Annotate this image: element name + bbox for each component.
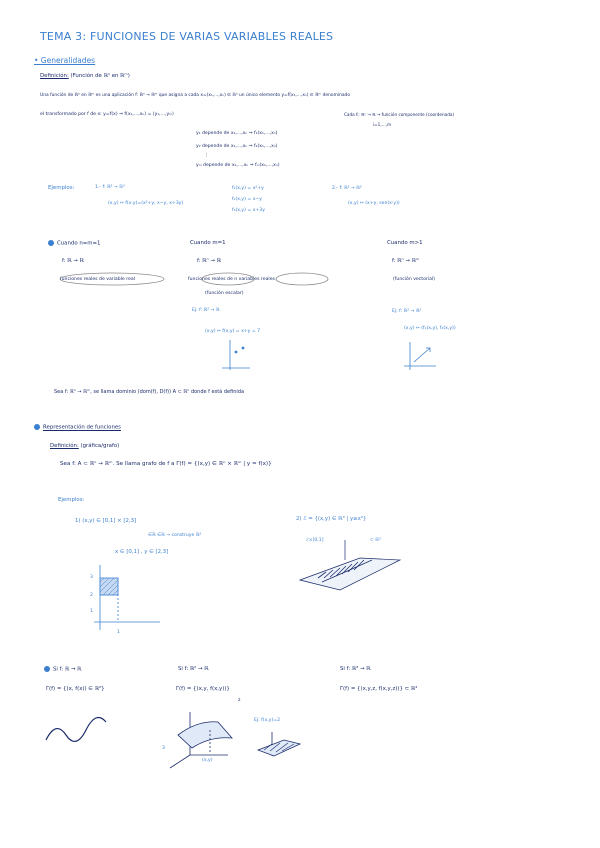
example-2-def: (x,y) ↦ (x+y, sen(x·y)) — [348, 201, 400, 206]
example-rect-note: ∈ℝ ∈ℝ → construye ℝ² — [148, 533, 202, 538]
rep-2-z: z — [238, 698, 241, 703]
case-3-map: f: ℝⁿ → ℝᵐ — [392, 258, 420, 264]
definition-subtitle: (Función de ℝⁿ en ℝᵐ) — [70, 73, 130, 79]
case-1-desc: funciones reales de variable real — [60, 277, 135, 282]
examples-2-label: Ejemplos: — [58, 497, 85, 503]
case-3-example: Ej: f: ℝ² → ℝ² — [392, 309, 422, 314]
example-region-subset: ⊂ ℝ³ — [370, 538, 381, 543]
example-region-set: 2) ℰ = {(x,y) ∈ ℝ³ | y≥x²} — [296, 516, 367, 522]
example-1-map: 1.- f: ℝ² → ℝ³ — [95, 185, 125, 190]
highlight-ellipse-2 — [202, 273, 254, 285]
case-3-title: Cuando m>1 — [387, 240, 423, 246]
case-2-axes — [222, 340, 250, 370]
rep-1-map-text: Si f: ℝ → ℝ — [53, 666, 82, 673]
definition-line-2: el transformado por f de x: y=f(x) ⇒ f(x₁,...,xₙ) = (y₁,...,yₘ) — [40, 112, 174, 117]
definition-line-1: Una función de ℝⁿ en ℝᵐ es una aplicación f: ℝⁿ → ℝᵐ que asigna a cada x=(x₁,...,xₙ) ∈ ℝⁿ un único elemento y=f(x₁,...,xₙ) ∈ ℝᵐ denominado — [40, 93, 351, 98]
graph-surface-2d — [170, 712, 232, 768]
component-index: i=1,...,m — [373, 122, 392, 127]
graph-curve-1d — [46, 718, 106, 742]
case-1-title-text: Cuando n=m=1 — [57, 240, 101, 247]
case-3-axes — [404, 342, 436, 370]
rep-1-graph: Γ(f) = {(x, f(x)) ∈ ℝ²} — [46, 686, 105, 692]
case-2-desc: funciones reales de n variables reales — [188, 277, 275, 282]
rep-2-graph: Γ(f) = {(x,y, f(x,y))} — [176, 686, 230, 692]
section-heading-representacion-text: Representación de funciones — [43, 424, 121, 431]
example-2-map: 2.- f: ℝ³ → ℝ² — [332, 186, 362, 191]
dependency-3: yₘ depende de x₁,...,xₙ ⇒ fₘ(x₁,...,xₙ) — [196, 163, 280, 168]
example-1-comp-3: f₃(x,y) = x+3y — [232, 208, 265, 213]
axis-label-3: 3 — [90, 575, 93, 580]
case-3-example-def: (x,y) ↦ (f₁(x,y), f₂(x,y)) — [404, 326, 456, 331]
definition-2-label: Definición: — [50, 443, 79, 449]
rep-label-3: 3 — [162, 746, 165, 751]
definition-2-subtitle: (gráfica/grafo) — [80, 443, 120, 449]
axis-label-x1: 1 — [117, 630, 120, 635]
rep-label-xy: (x,y) — [202, 758, 213, 763]
region-example-3d — [300, 540, 400, 590]
graph-definition: Sea f: A ⊂ ℝⁿ → ℝᵐ. Se llama grafo de f a Γ(f) = {(x,y) ∈ ℝⁿ × ℝᵐ | y = f(x)} — [60, 461, 272, 467]
example-rect-intervals: x ∈ [0,1] , y ∈ [2,3] — [115, 549, 169, 555]
case-2-map: f: ℝⁿ → ℝ — [197, 258, 221, 264]
case-3-desc: (función vectorial) — [393, 277, 435, 282]
highlight-ellipse-1 — [60, 273, 164, 285]
example-1-def: (x,y) ↦ f(x,y)=(x²+y, x−y, x+3y) — [108, 201, 184, 206]
axis-label-2: 2 — [90, 593, 93, 598]
dependency-2: y₂ depende de x₁,...,xₙ ⇒ f₂(x₁,...,xₙ) — [196, 144, 278, 149]
case-2-example: Ej: f: ℝ² → ℝ — [192, 308, 220, 313]
rep-3-graph: Γ(f) = {(x,y,z, f(x,y,z))} ⊂ ℝ⁴ — [340, 686, 418, 692]
example-region-product: ℰ×[0,1] — [306, 538, 324, 543]
highlight-ellipse-3 — [276, 273, 328, 285]
section-heading-generalidades: • Generalidades — [34, 56, 96, 65]
rep-3-map: Si f: ℝ³ → ℝ — [340, 666, 371, 672]
page-title: TEMA 3: FUNCIONES DE VARIAS VARIABLES REALES — [40, 30, 334, 43]
example-1-comp-1: f₁(x,y) = x²+y — [232, 186, 264, 191]
example-1-comp-2: f₂(x,y) = x−y — [232, 197, 262, 202]
dependency-1: y₁ depende de x₁,...,xₙ ⇒ f₁(x₁,...,xₙ) — [196, 131, 278, 136]
definition-label: Definición: — [40, 73, 69, 79]
rep-example: Ej: f(x,y)=2 — [254, 718, 281, 723]
dependency-dots: ⋮ — [204, 153, 209, 158]
axis-label-1: 1 — [90, 609, 93, 614]
rep-2-map: Si f: ℝ² → ℝ — [178, 666, 209, 672]
case-2-title: Cuando m=1 — [190, 240, 226, 246]
case-1-map: f: ℝ → ℝ — [62, 258, 84, 264]
examples-label: Ejemplos: — [48, 185, 75, 191]
rect-example-axes — [94, 565, 160, 630]
domain-definition: Sea f: ℝⁿ → ℝᵐ, se llama dominio (dom(f), D(f)) A ⊂ ℝⁿ donde f está definida — [54, 389, 245, 395]
case-2-example-def: (x,y) ↦ f(x,y) = x+y = 7 — [205, 329, 261, 334]
case-2-sub: (función escalar) — [205, 291, 244, 296]
example-rect-set: 1) (x,y) ∈ [0,1] × [2,3] — [75, 518, 137, 524]
component-note: Cada fᵢ: ℝⁿ → ℝ → función componente (coordenada) — [344, 112, 455, 117]
